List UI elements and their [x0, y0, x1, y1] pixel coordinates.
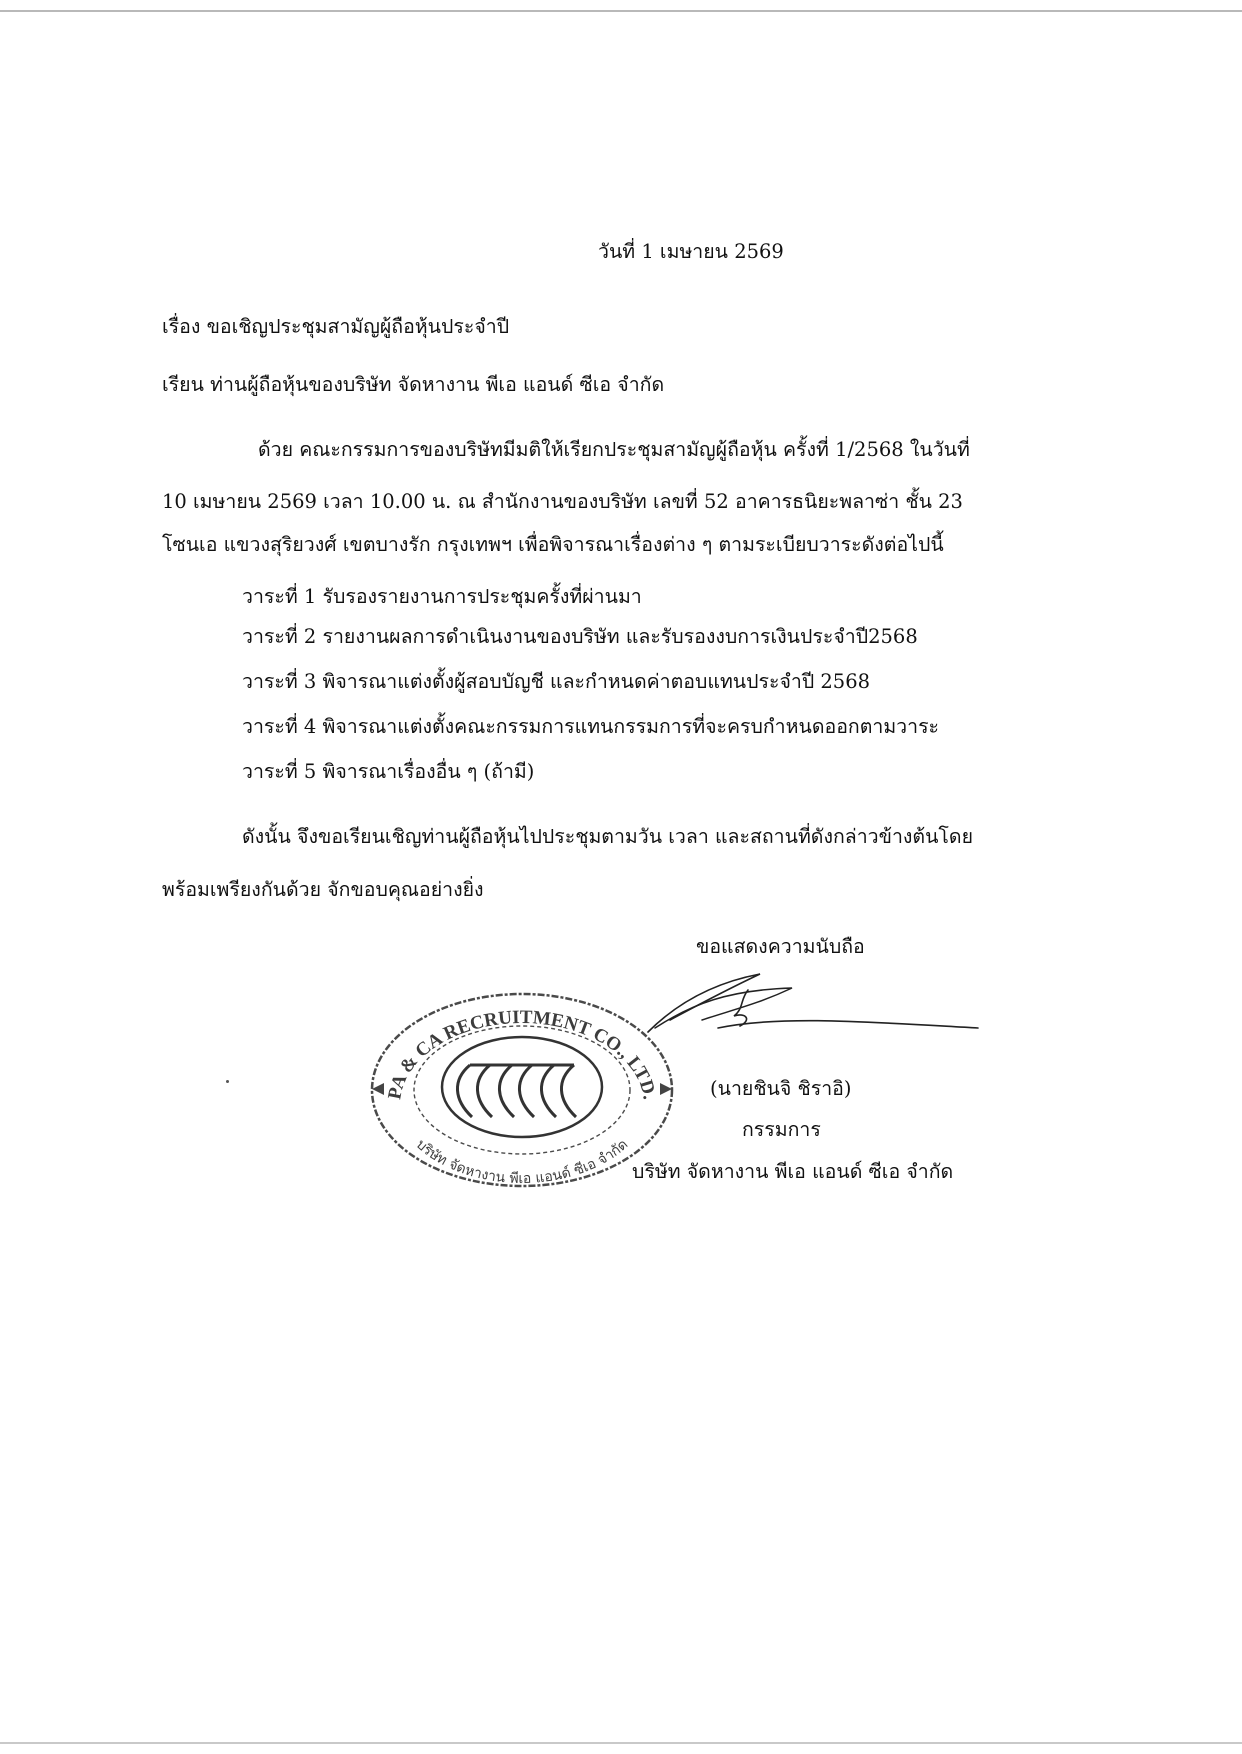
- scan-edge-bottom: [0, 1742, 1242, 1744]
- body-line-3: โซนเอ แขวงสุริยวงศ์ เขตบางรัก กรุงเทพฯ เพื่อพิจารณาเรื่องต่าง ๆ ตามระเบียบวาระดังต่อไปนี้: [162, 533, 944, 556]
- signer-company: บริษัท จัดหางาน พีเอ แอนด์ ซีเอ จำกัด: [632, 1160, 954, 1183]
- body-line-2: 10 เมษายน 2569 เวลา 10.00 น. ณ สำนักงานของบริษัท เลขที่ 52 อาคารธนิยะพลาซ่า ชั้น 23: [162, 490, 963, 513]
- seal-english-text: PA & CA RECRUITMENT CO., LTD.: [384, 1006, 660, 1102]
- agenda-item-5: วาระที่ 5 พิจารณาเรื่องอื่น ๆ (ถ้ามี): [242, 760, 535, 783]
- signer-name: (นายชินจิ ชิราอิ): [710, 1077, 852, 1100]
- signer-title: กรรมการ: [742, 1118, 821, 1141]
- handwritten-signature: [640, 960, 985, 1060]
- agenda-item-3: วาระที่ 3 พิจารณาแต่งตั้งผู้สอบบัญชี และกำหนดค่าตอบแทนประจำปี 2568: [242, 670, 871, 693]
- svg-text:PA & CA RECRUITMENT CO., LTD.: [384, 1007, 659, 1101]
- letter-subject: เรื่อง ขอเชิญประชุมสามัญผู้ถือหุ้นประจำปี: [162, 315, 510, 338]
- svg-text:บริษัท จัดหางาน พีเอ แอนด์ ซีเ: [413, 1137, 631, 1187]
- letter-recipient: เรียน ท่านผู้ถือหุ้นของบริษัท จัดหางาน พีเอ แอนด์ ซีเอ จำกัด: [162, 373, 665, 396]
- valediction: ขอแสดงความนับถือ: [696, 935, 865, 958]
- agenda-item-1: วาระที่ 1 รับรองรายงานการประชุมครั้งที่ผ่านมา: [242, 585, 642, 608]
- body-line-1: ด้วย คณะกรรมการของบริษัทมีมติให้เรียกประชุมสามัญผู้ถือหุ้น ครั้งที่ 1/2568 ในวันที่: [258, 438, 970, 461]
- closing-line-1: ดังนั้น จึงขอเรียนเชิญท่านผู้ถือหุ้นไปประชุมตามวัน เวลา และสถานที่ดังกล่าวข้างต้นโดย: [242, 825, 973, 848]
- closing-line-2: พร้อมเพรียงกันด้วย จักขอบคุณอย่างยิ่ง: [162, 878, 484, 901]
- letter-date: วันที่ 1 เมษายน 2569: [598, 240, 784, 263]
- agenda-item-4: วาระที่ 4 พิจารณาแต่งตั้งคณะกรรมการแทนกรรมการที่จะครบกำหนดออกตามวาระ: [242, 715, 940, 738]
- agenda-item-2: วาระที่ 2 รายงานผลการดำเนินงานของบริษัท และรับรองงบการเงินประจำปี2568: [242, 625, 918, 648]
- scan-edge-top: [0, 10, 1242, 12]
- scan-speck: [226, 1080, 229, 1083]
- seal-thai-text: บริษัท จัดหางาน พีเอ แอนด์ ซีเอ จำกัด: [412, 1136, 632, 1188]
